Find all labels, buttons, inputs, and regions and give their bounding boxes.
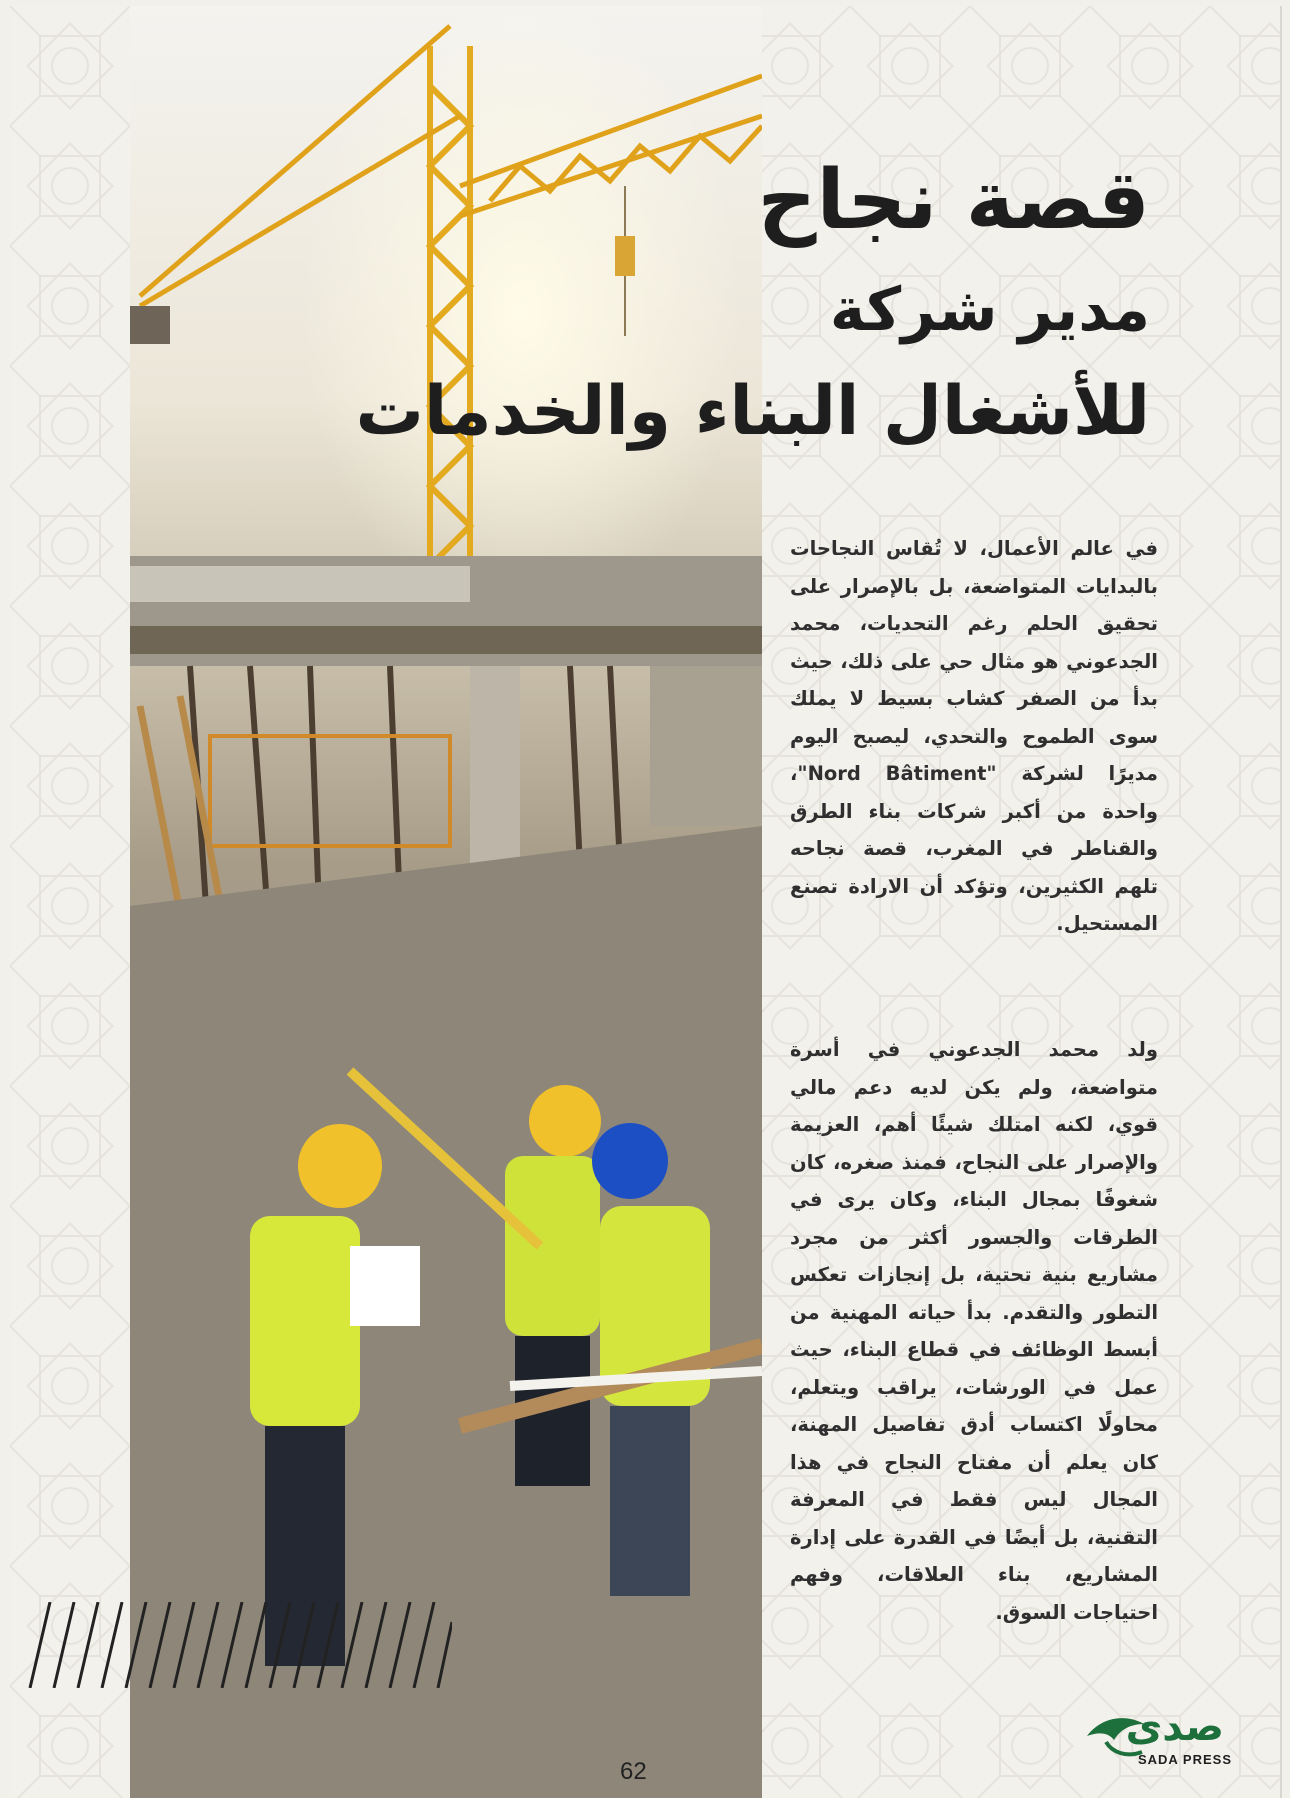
article-title-line2: مدير شركة [829,275,1150,345]
logo-latin-text: SADA PRESS [1137,1752,1232,1767]
article-paragraph-1: في عالم الأعمال، لا تُقاس النجاحات بالبدايات المتواضعة، بل بالإصرار على تحقيق الحلم رغم التحديات، محمد الجدعوني هو مثال حي على ذلك، حيث بدأ من الصفر كشاب بسيط لا يملك سوى الطموح والتحدي، ليصبح اليوم مديرًا لشركة "Nord Bâtiment"، واحدة من أكبر شركات بناء الطرق والقناطر في المغرب، قصة نجاحه تلهم الكثيرين، وتؤكد أن الارادة تصنع المستحيل. [790,537,1159,935]
article-title-line1: قصة نجاح [757,153,1150,248]
logo-arabic-text: صدى [1125,1704,1224,1750]
page-number: 62 [620,1758,647,1785]
sada-press-logo [1082,1702,1262,1778]
decorative-slashes [22,1602,452,1688]
article-paragraph-2: ولد محمد الجدعوني في أسرة متواضعة، ولم يكن لديه دعم مالي قوي، لكنه امتلك شيئًا أهم، العزيمة والإصرار على النجاح، فمنذ صغره، كان شغوفًا بمجال البناء، وكان يرى في الطرقات والجسور أكثر من مجرد مشاريع بنية تحتية، بل إنجازات تعكس التطور والتقدم. بدأ حياته المهنية من أبسط الوظائف في قطاع البناء، حيث عمل في الورشات، يراقب ويتعلم، محاولًا اكتساب أدق تفاصيل المهنة، كان يعلم أن مفتاح النجاح في هذا المجال ليس فقط في المعرفة التقنية، بل أيضًا في القدرة على إدارة المشاريع، بناء العلاقات، وفهم احتياجات السوق. [790,1038,1158,1624]
article-title-line3: للأشغال البناء والخدمات [355,372,1150,451]
construction-site-photo [130,6,762,1798]
